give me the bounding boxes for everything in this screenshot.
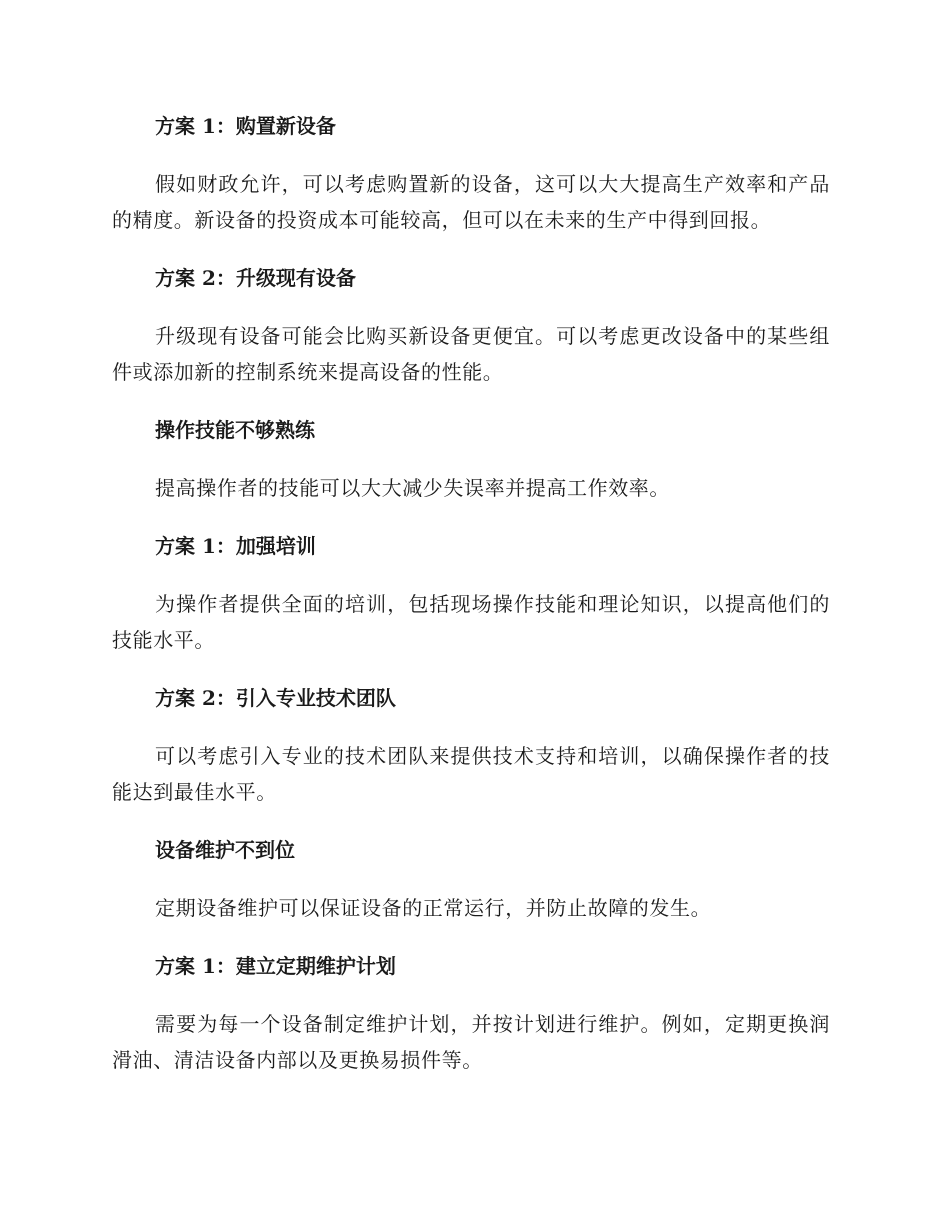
section-heading-tech-team: 方案 2：引入专业技术团队 xyxy=(155,686,396,710)
paragraph-upgrade-equipment: 升级现有设备可能会比购买新设备更便宜。可以考虑更改设备中的某些组件或添加新的控制系统来提高设备的性能。 xyxy=(112,324,830,384)
paragraph-maintenance: 定期设备维护可以保证设备的正常运行，并防止故障的发生。 xyxy=(155,896,712,920)
section-heading-upgrade-equipment: 方案 2：升级现有设备 xyxy=(155,266,356,290)
paragraph-operation-skills: 提高操作者的技能可以大大减少失误率并提高工作效率。 xyxy=(155,476,670,500)
section-heading-operation-skills: 操作技能不够熟练 xyxy=(155,418,315,442)
paragraph-tech-team: 可以考虑引入专业的技术团队来提供技术支持和培训，以确保操作者的技能达到最佳水平。 xyxy=(112,744,830,804)
section-heading-maintenance: 设备维护不到位 xyxy=(155,838,295,862)
paragraph-maintenance-plan: 需要为每一个设备制定维护计划，并按计划进行维护。例如，定期更换润滑油、清洁设备内部以及更换易损件等。 xyxy=(112,1012,830,1072)
paragraph-buy-new-equipment: 假如财政允许，可以考虑购置新的设备，这可以大大提高生产效率和产品的精度。新设备的投资成本可能较高，但可以在未来的生产中得到回报。 xyxy=(112,172,830,232)
paragraph-strengthen-training: 为操作者提供全面的培训，包括现场操作技能和理论知识，以提高他们的技能水平。 xyxy=(112,592,830,652)
section-heading-buy-new-equipment: 方案 1：购置新设备 xyxy=(155,114,336,138)
document-body xyxy=(112,108,830,1100)
section-heading-maintenance-plan: 方案 1：建立定期维护计划 xyxy=(155,954,396,978)
section-heading-strengthen-training: 方案 1：加强培训 xyxy=(155,534,316,558)
